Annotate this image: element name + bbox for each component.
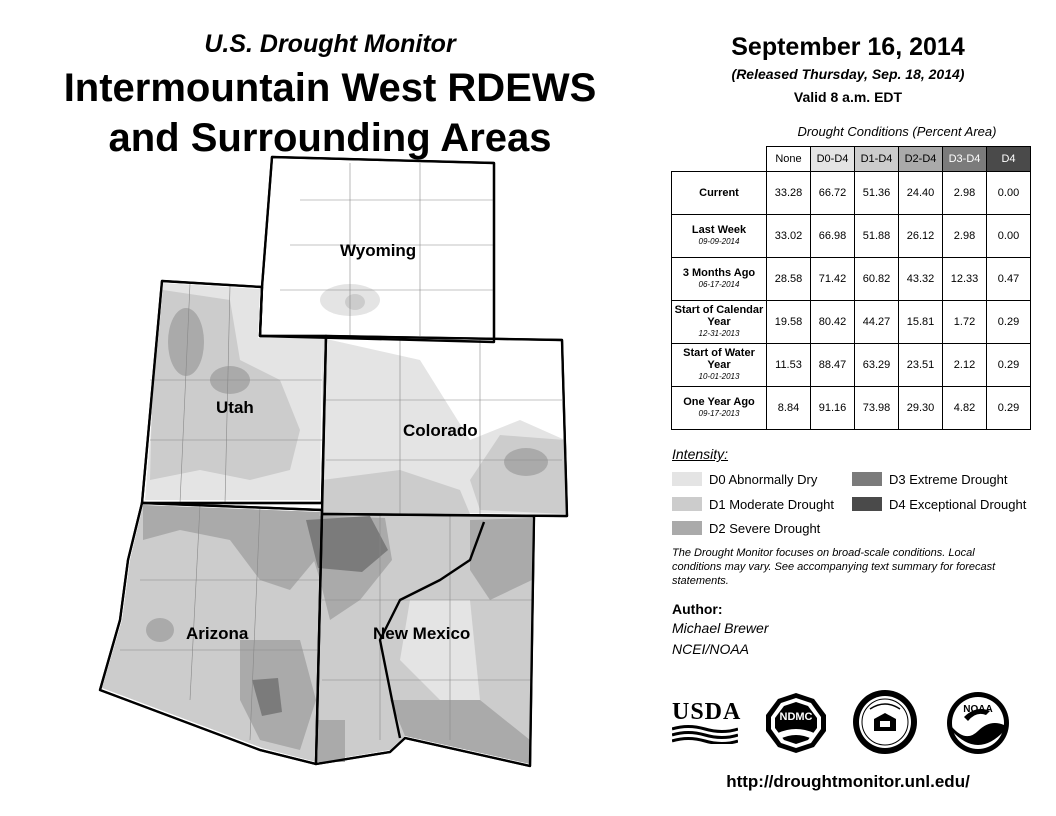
table-cell: 4.82 [943,387,987,430]
table-row [672,344,1031,387]
legend-swatch-d3 [852,472,882,486]
table-cell: 33.02 [767,215,811,258]
row-label [672,387,767,430]
col-header-none: None [767,147,811,172]
table-cell: 0.29 [987,344,1031,387]
col-header-d1-d4: D1-D4 [855,147,899,172]
ndmc-logo [764,691,828,755]
map-title-line1: Intermountain West RDEWS [63,66,597,110]
state-label-wyoming: Wyoming [340,241,417,260]
commerce-seal-logo [852,689,918,755]
table-header-row [672,147,1031,172]
legend-swatch-d4 [852,497,882,511]
table-cell: 91.16 [811,387,855,430]
table-cell: 23.51 [899,344,943,387]
noaa-logo [946,691,1010,755]
commerce-seal-icon [852,689,918,755]
author-name: Michael Brewer [672,620,769,636]
table-cell: 0.29 [987,387,1031,430]
table-cell: 2.98 [943,172,987,215]
legend-label-d1: D1 Moderate Drought [709,497,835,512]
d2-area [504,448,548,476]
row-label [672,301,767,344]
table-cell: 60.82 [855,258,899,301]
disclaimer-note: The Drought Monitor focuses on broad-scale conditions. Local conditions may vary. See accompanying text summary for forecast statements. [672,547,996,587]
state-label-new-mexico: New Mexico [373,624,471,643]
table-cell: 0.47 [987,258,1031,301]
usda-logo-waves [672,724,738,744]
row-label-text: One Year Ago [683,396,755,408]
author-heading: Author: [672,601,723,617]
row-label [672,215,767,258]
legend-swatch-d0 [672,472,702,486]
row-date: 06-17-2014 [698,280,740,289]
author-org: NCEI/NOAA [672,641,750,657]
table-row [672,258,1031,301]
col-header-d4: D4 [987,147,1031,172]
table-row [672,301,1031,344]
legend-label-d0: D0 Abnormally Dry [709,472,818,487]
table-cell: 12.33 [943,258,987,301]
usda-logo [672,699,742,750]
table-cell: 66.98 [811,215,855,258]
table-cell: 0.29 [987,301,1031,344]
row-label-text: Start of Calendar Year [674,304,764,328]
valid-time: Valid 8 a.m. EDT [793,89,903,105]
legend-swatch-d1 [672,497,702,511]
report-date: September 16, 2014 [731,33,965,61]
row-label-text: Start of Water Year [683,347,755,371]
table-cell: 33.28 [767,172,811,215]
col-header-d2-d4: D2-D4 [899,147,943,172]
table-cell: 80.42 [811,301,855,344]
drought-map-svg [90,150,580,770]
table-cell: 0.00 [987,172,1031,215]
table-cell: 2.12 [943,344,987,387]
row-date: 12-31-2013 [698,329,740,338]
row-date: 09-17-2013 [698,409,740,418]
row-date: 09-09-2014 [698,237,740,246]
table-title: Drought Conditions (Percent Area) [797,124,997,139]
table-header-blank [672,147,767,172]
legend-title: Intensity: [672,446,729,462]
usda-logo-text: USDA [672,699,742,725]
table-row [672,172,1031,215]
table-cell: 26.12 [899,215,943,258]
table-cell: 66.72 [811,172,855,215]
table-cell: 88.47 [811,344,855,387]
state-label-colorado: Colorado [403,421,478,440]
drought-map [90,150,580,770]
ndmc-logo-text: NDMC [779,711,813,723]
table-cell: 28.58 [767,258,811,301]
map-subtitle: U.S. Drought Monitor [204,30,456,58]
noaa-logo-text: NOAA [963,704,993,715]
row-label [672,344,767,387]
ndmc-logo-icon [764,691,828,755]
release-date: (Released Thursday, Sep. 18, 2014) [731,66,965,82]
legend-label-d4: D4 Exceptional Drought [889,497,1027,512]
table-cell: 51.36 [855,172,899,215]
legend-swatch-d2 [672,521,702,535]
table-cell: 63.29 [855,344,899,387]
row-label-text: Last Week [691,224,747,236]
table-cell: 2.98 [943,215,987,258]
table-cell: 19.58 [767,301,811,344]
col-header-d3-d4: D3-D4 [943,147,987,172]
table-cell: 11.53 [767,344,811,387]
row-label-text: 3 Months Ago [682,267,756,279]
table-cell: 73.98 [855,387,899,430]
row-label [672,258,767,301]
d2-area [146,618,174,642]
table-row [672,215,1031,258]
row-label-text: Current [699,187,739,199]
table-cell: 15.81 [899,301,943,344]
table-row [672,387,1031,430]
website-url-link[interactable]: http://droughtmonitor.unl.edu/ [726,772,970,791]
table-cell: 51.88 [855,215,899,258]
state-label-utah: Utah [216,398,254,417]
table-cell: 43.32 [899,258,943,301]
table-cell: 71.42 [811,258,855,301]
legend-label-d2: D2 Severe Drought [709,521,821,536]
legend-label-d3: D3 Extreme Drought [889,472,1008,487]
table-cell: 24.40 [899,172,943,215]
row-date: 10-01-2013 [698,372,740,381]
table-cell: 29.30 [899,387,943,430]
table-cell: 44.27 [855,301,899,344]
noaa-logo-icon [946,691,1010,755]
col-header-d0-d4: D0-D4 [811,147,855,172]
d1-area [345,294,365,310]
d2-area [318,720,345,762]
drought-conditions-table [671,146,1031,430]
table-cell: 1.72 [943,301,987,344]
table-cell: 0.00 [987,215,1031,258]
table-cell: 8.84 [767,387,811,430]
state-label-arizona: Arizona [186,624,249,643]
map-title-line2: and Surrounding Areas [108,116,552,160]
row-label [672,172,767,215]
